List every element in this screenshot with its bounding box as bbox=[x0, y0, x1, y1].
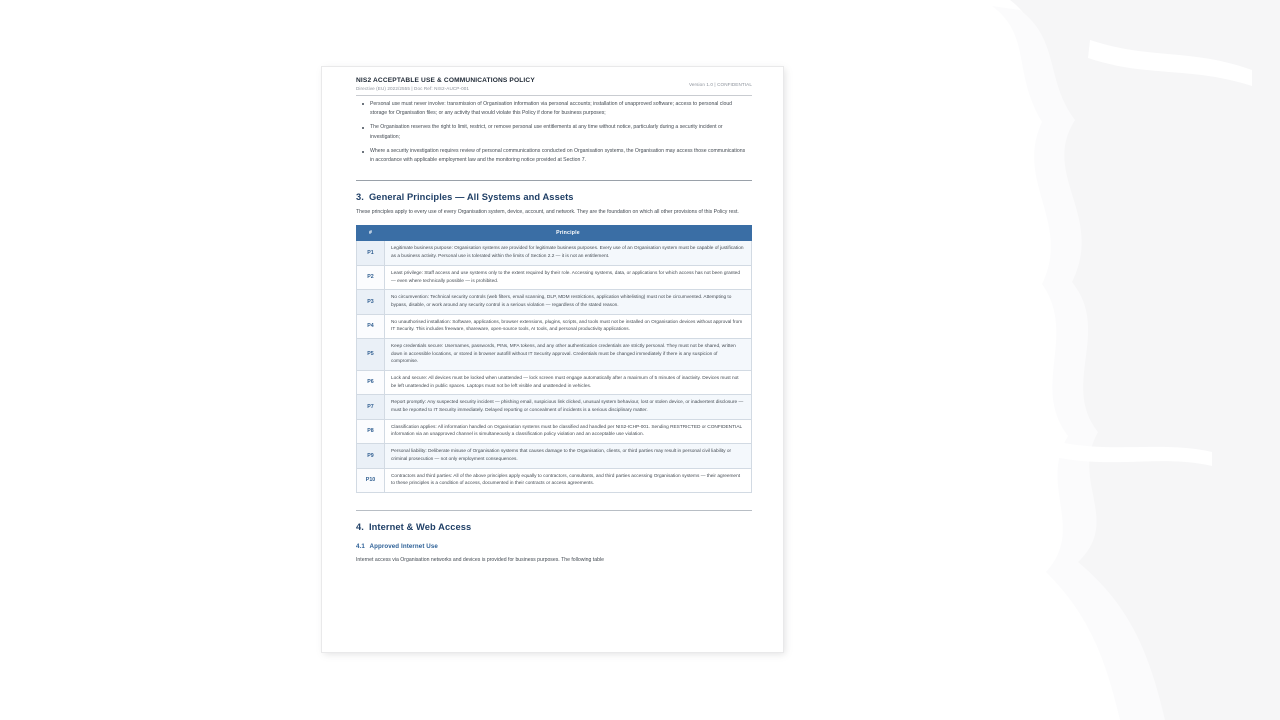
principle-text: Report promptly: Any suspected security incident — phishing email, suspicious link clicked, unusual system behaviour, lost or stolen device, or inadvertent disclosure — must be reported to IT Security immediately. Delayed reporting or concealment of incidents is a serious disciplinary matter. bbox=[385, 395, 752, 419]
principle-id: P6 bbox=[357, 371, 385, 395]
section-3-title: General Principles — All Systems and Assets bbox=[368, 191, 574, 202]
section-4-1-heading bbox=[356, 543, 752, 550]
principle-id: P4 bbox=[357, 314, 385, 338]
principle-id: P9 bbox=[357, 444, 385, 468]
table-row bbox=[357, 419, 752, 443]
table-header-row bbox=[357, 226, 752, 241]
document-classification-meta: Version 1.0 | CONFIDENTIAL bbox=[688, 82, 752, 87]
table-row bbox=[357, 265, 752, 289]
principle-text: No circumvention: Technical security controls (web filters, email scanning, DLP, MDM restrictions, application whitelisting) must not be circumvented. Attempting to bypass, disable, or work around any security control is a serious violation — regardless of the stated reason. bbox=[385, 290, 752, 314]
continued-bullet-list bbox=[356, 100, 752, 166]
principle-text: Keep credentials secure: Usernames, passwords, PINs, MFA tokens, and any other authentication credentials are strictly personal. They must not be shared, written down in accessible locations, or stored in browser autofill without IT Security approval. Credentials must be changed immediately if there is any suspicion of compromise. bbox=[385, 338, 752, 370]
principle-id: P3 bbox=[357, 290, 385, 314]
principle-text: Least privilege: Staff access and use systems only to the extent required by their role. Accessing systems, data, or applications for which access has not been granted — even where technically possible — is prohibited. bbox=[385, 265, 752, 289]
document-running-header bbox=[356, 77, 752, 96]
background-texture bbox=[860, 0, 1280, 720]
section-4-heading bbox=[356, 522, 752, 532]
list-item: Where a security investigation requires review of personal communications conducted on Organisation systems, the Organisation may access those communications in accordance with applicable employment law and the monitoring notice provided at Section 7. bbox=[356, 147, 750, 165]
section-4-1-text: Internet access via Organisation networks and devices is provided for business purposes. The following table bbox=[356, 556, 604, 563]
principle-id: P1 bbox=[357, 241, 385, 265]
principle-id: P7 bbox=[357, 395, 385, 419]
section-4-divider-rule bbox=[356, 510, 752, 511]
principle-id: P5 bbox=[357, 338, 385, 370]
table-row bbox=[357, 371, 752, 395]
principle-text: No unauthorised installation: Software, applications, browser extensions, plugins, scripts, and tools must not be installed on Organisation devices without approval from IT Security. This includes freeware, shareware, open-source tools, AI tools, and personal productivity applications. bbox=[385, 314, 752, 338]
column-header-principle: Principle bbox=[385, 226, 752, 241]
principles-table-head bbox=[357, 226, 752, 241]
principle-text: Contractors and third parties: All of the above principles apply equally to contractors, consultants, and third parties accessing Organisation systems — their agreement to these principles is a condition of access, documented in their contracts or access agreements. bbox=[385, 468, 752, 492]
section-divider-rule bbox=[356, 180, 752, 181]
section-4-1-title: Approved Internet Use bbox=[369, 542, 438, 550]
section-4-1-number: 4.1 bbox=[356, 542, 365, 550]
principle-id: P8 bbox=[357, 419, 385, 443]
column-header-number: # bbox=[357, 226, 385, 241]
table-row bbox=[357, 290, 752, 314]
list-item: The Organisation reserves the right to limit, restrict, or remove personal use entitlements at any time without notice, particularly during a security incident or investigation; bbox=[356, 123, 750, 141]
principle-id: P10 bbox=[357, 468, 385, 492]
table-row bbox=[357, 444, 752, 468]
table-row bbox=[357, 338, 752, 370]
principles-table bbox=[356, 225, 752, 492]
document-page bbox=[322, 67, 783, 652]
section-3-number: 3. bbox=[356, 191, 364, 202]
principle-text: Legitimate business purpose: Organisation systems are provided for legitimate business purposes. Every use of an Organisation system must be capable of justification as a business activity. Personal use is tolerated within the limits of Section 2.2 — it is not an entitlement. bbox=[385, 241, 752, 265]
list-item: Personal use must never involve: transmission of Organisation information via personal accounts; installation of unapproved software; access to personal cloud storage for Organisation files; or any activity that would violate this Policy if done for business purposes; bbox=[356, 100, 750, 118]
principle-text: Personal liability: Deliberate misuse of Organisation systems that causes damage to the Organisation, clients, or third parties may result in personal civil liability or criminal prosecution — not only employment consequences. bbox=[385, 444, 752, 468]
table-row bbox=[357, 314, 752, 338]
document-title: NIS2 ACCEPTABLE USE & COMMUNICATIONS POLICY bbox=[356, 77, 535, 84]
principle-text: Lock and secure: All devices must be locked when unattended — lock screen must engage automatically after a maximum of 5 minutes of inactivity. Devices must not be left unattended in public spaces. Laptops must not be left visible and unattended in vehicles. bbox=[385, 371, 752, 395]
document-reference: Directive (EU) 2022/2555 | Doc Ref: NIS2-AUCP-001 bbox=[356, 86, 470, 92]
section-4-title: Internet & Web Access bbox=[368, 521, 472, 532]
principle-text: Classification applies: All information handled on Organisation systems must be classified and handled per NIS2-ICHP-001. Sending RESTRICTED or CONFIDENTIAL information via an unapproved channel is simultaneously a classification policy violation and an acceptable use violation. bbox=[385, 419, 752, 443]
section-3-heading bbox=[356, 192, 752, 202]
table-row bbox=[357, 468, 752, 492]
header-left-block bbox=[356, 77, 535, 92]
table-row bbox=[357, 395, 752, 419]
section-3-intro: These principles apply to every use of every Organisation system, device, account, and network. They are the foundation on which all other provisions of this Policy rest. bbox=[356, 208, 739, 215]
section-4-number: 4. bbox=[356, 521, 364, 532]
table-row bbox=[357, 241, 752, 265]
principles-table-body bbox=[357, 241, 752, 492]
principle-id: P2 bbox=[357, 265, 385, 289]
